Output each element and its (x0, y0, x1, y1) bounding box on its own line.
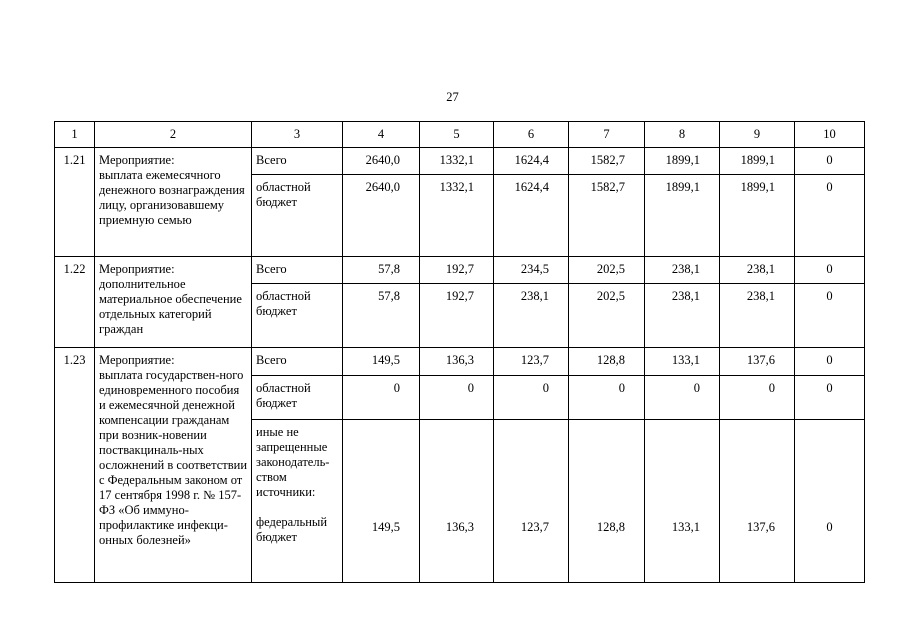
value-cell: 1899,1 (720, 175, 795, 257)
value-cell: 238,1 (720, 284, 795, 348)
table-row (55, 257, 865, 284)
value-cell: 0 (795, 420, 865, 583)
value-cell: 238,1 (645, 284, 720, 348)
measure-title: Мероприятие: (99, 262, 175, 276)
funding-source (252, 420, 343, 583)
value-cell: 202,5 (569, 284, 645, 348)
value-cell: 0 (720, 376, 795, 420)
funding-source: областной бюджет (252, 376, 343, 420)
column-header: 10 (795, 122, 865, 148)
value-cell: 123,7 (494, 420, 569, 583)
column-header: 7 (569, 122, 645, 148)
budget-table (54, 121, 865, 583)
value-cell: 149,5 (343, 348, 420, 376)
table-header-row (55, 122, 865, 148)
value-cell: 123,7 (494, 348, 569, 376)
value-cell: 238,1 (720, 257, 795, 284)
measure-title: Мероприятие: (99, 353, 175, 367)
measure-description (95, 148, 252, 257)
value-cell: 202,5 (569, 257, 645, 284)
table-row (55, 148, 865, 175)
value-cell: 0 (795, 376, 865, 420)
value-cell: 137,6 (720, 420, 795, 583)
value-cell: 1899,1 (720, 148, 795, 175)
value-cell: 2640,0 (343, 175, 420, 257)
value-cell: 149,5 (343, 420, 420, 583)
page-number: 27 (446, 90, 459, 104)
measure-text: выплата ежемесячного денежного вознаграждения лицу, организовавшему приемную семью (99, 168, 245, 227)
column-header: 8 (645, 122, 720, 148)
value-cell: 238,1 (494, 284, 569, 348)
value-cell: 234,5 (494, 257, 569, 284)
value-cell: 0 (795, 348, 865, 376)
column-header: 6 (494, 122, 569, 148)
funding-source-name: федеральный бюджет (256, 515, 328, 544)
value-cell: 2640,0 (343, 148, 420, 175)
funding-source: Всего (252, 257, 343, 284)
value-cell: 0 (795, 175, 865, 257)
row-number: 1.21 (55, 148, 95, 257)
column-header: 2 (95, 122, 252, 148)
value-cell: 192,7 (420, 284, 494, 348)
value-cell: 57,8 (343, 284, 420, 348)
value-cell: 128,8 (569, 420, 645, 583)
value-cell: 192,7 (420, 257, 494, 284)
measure-text: дополнительное материальное обеспечение отдельных категорий граждан (99, 277, 242, 336)
value-cell: 0 (645, 376, 720, 420)
column-header: 9 (720, 122, 795, 148)
value-cell: 1899,1 (645, 148, 720, 175)
row-number: 1.22 (55, 257, 95, 348)
value-cell: 1582,7 (569, 175, 645, 257)
row-number: 1.23 (55, 348, 95, 583)
value-cell: 1899,1 (645, 175, 720, 257)
value-cell: 238,1 (645, 257, 720, 284)
funding-source-intro: иные не запрещенные законодатель-ством источники: (256, 425, 330, 499)
column-header: 5 (420, 122, 494, 148)
funding-source: областной бюджет (252, 284, 343, 348)
funding-source: Всего (252, 148, 343, 175)
column-header: 1 (55, 122, 95, 148)
value-cell: 0 (420, 376, 494, 420)
measure-text: выплата государствен-ного единовременного пособия и ежемесячной денежной компенсации гражданам при возник-новении поствакциналь-ных осложнений в соответствии с Федеральным законом от 17 сентября 1998 г. № 157-ФЗ «Об иммуно-профилактике инфекци-онных болезней» (99, 368, 248, 547)
value-cell: 0 (795, 148, 865, 175)
value-cell: 133,1 (645, 348, 720, 376)
value-cell: 0 (343, 376, 420, 420)
value-cell: 137,6 (720, 348, 795, 376)
value-cell: 57,8 (343, 257, 420, 284)
value-cell: 1582,7 (569, 148, 645, 175)
value-cell: 136,3 (420, 420, 494, 583)
value-cell: 0 (494, 376, 569, 420)
value-cell: 1624,4 (494, 148, 569, 175)
funding-source: областной бюджет (252, 175, 343, 257)
funding-source: Всего (252, 348, 343, 376)
measure-description (95, 257, 252, 348)
table-row (55, 348, 865, 376)
measure-description (95, 348, 252, 583)
measure-title: Мероприятие: (99, 153, 175, 167)
spacer (256, 500, 338, 515)
value-cell: 0 (569, 376, 645, 420)
value-cell: 128,8 (569, 348, 645, 376)
value-cell: 0 (795, 257, 865, 284)
value-cell: 1332,1 (420, 148, 494, 175)
value-cell: 0 (795, 284, 865, 348)
column-header: 3 (252, 122, 343, 148)
value-cell: 1332,1 (420, 175, 494, 257)
value-cell: 133,1 (645, 420, 720, 583)
value-cell: 1624,4 (494, 175, 569, 257)
value-cell: 136,3 (420, 348, 494, 376)
column-header: 4 (343, 122, 420, 148)
